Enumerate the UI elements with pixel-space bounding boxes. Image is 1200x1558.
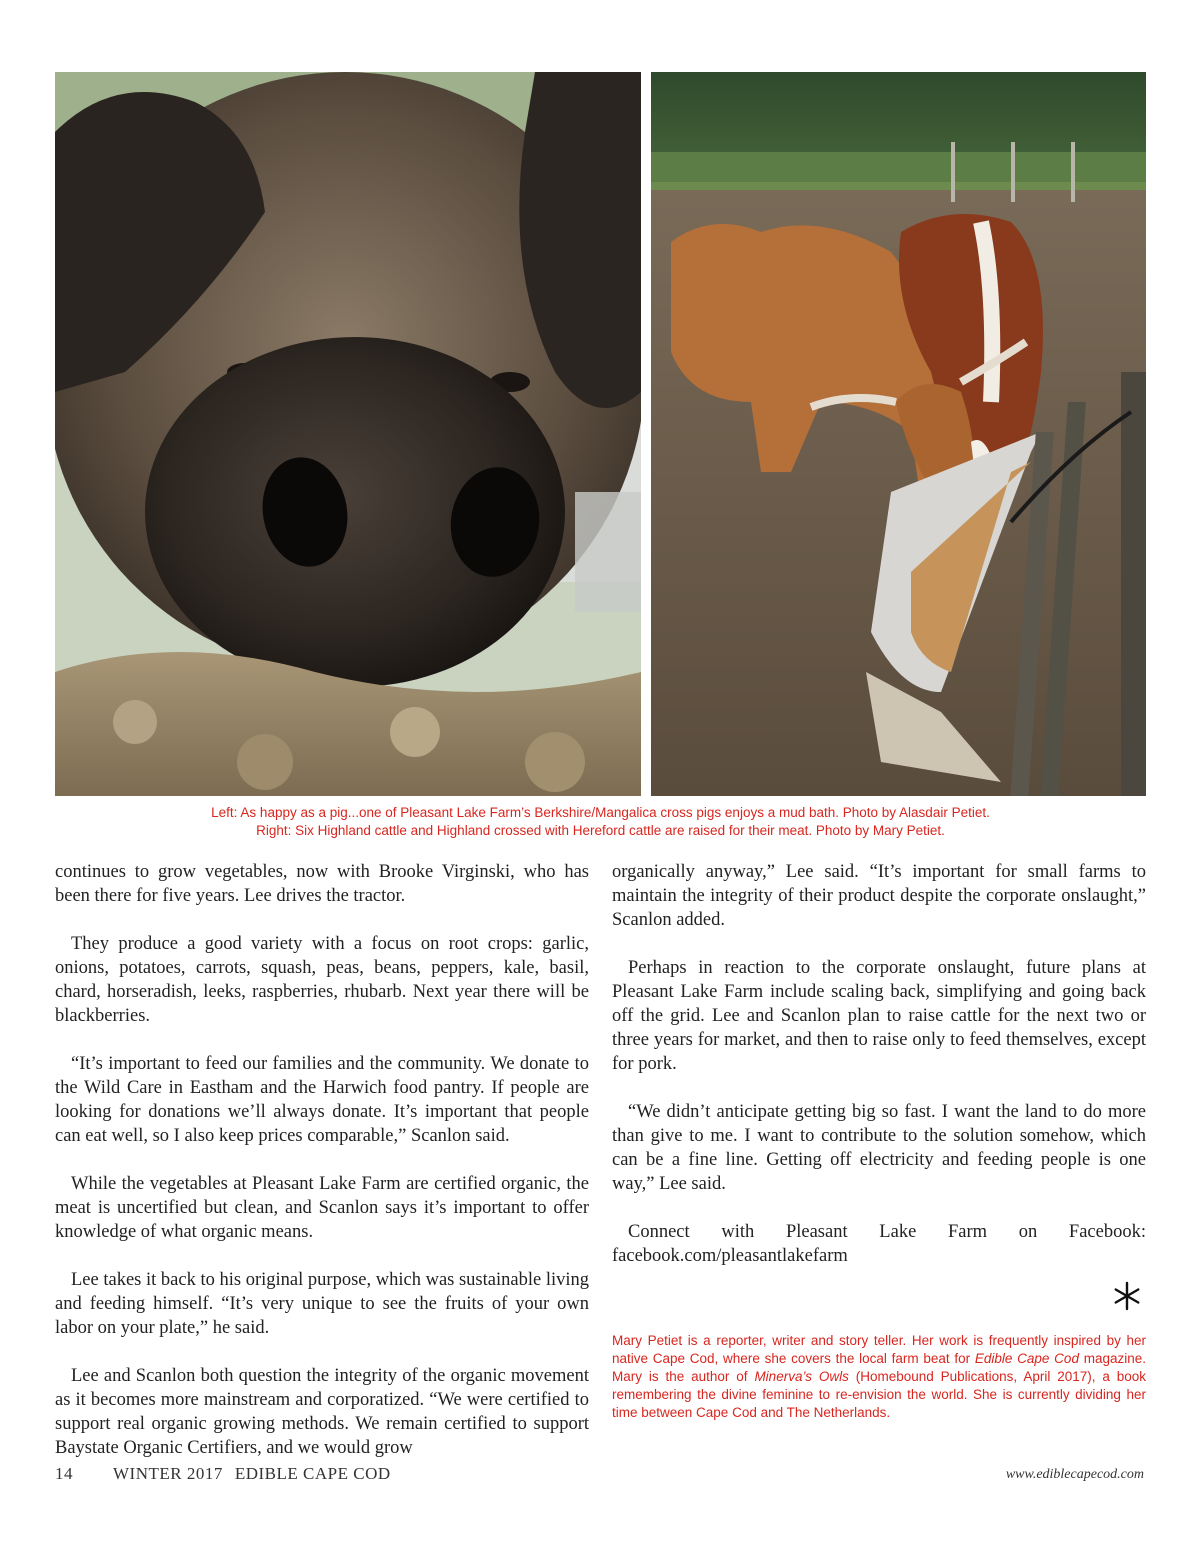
- caption-left: Left: As happy as a pig...one of Pleasant Lake Farm’s Berkshire/Mangalica cross pigs enjoys a mud bath. Photo by Alasdair Petiet.: [211, 805, 990, 820]
- caption-right: Right: Six Highland cattle and Highland crossed with Hereford cattle are raised for their meat. Photo by Mary Petiet.: [256, 823, 945, 838]
- bio-book-title: Minerva’s Owls: [754, 1369, 849, 1384]
- article-column-left: [55, 860, 589, 1484]
- article-paragraph: Perhaps in reaction to the corporate onslaught, future plans at Pleasant Lake Farm include scaling back, simplifying and going back off the grid. Lee and Scanlon plan to raise cattle for the next two or three years for market, and then to raise only to feed themselves, except for pork.: [612, 958, 1146, 1074]
- article-paragraph: “It’s important to feed our families and the community. We donate to the Wild Care in Eastham and the Harwich food pantry. If people are looking for donations we’ll always donate. It’s important that people can eat well, so I also keep prices comparable,” Scanlon said.: [55, 1054, 589, 1146]
- issue-label: WINTER 2017: [113, 1464, 223, 1483]
- bio-magazine-title: Edible Cape Cod: [974, 1351, 1079, 1366]
- bio-text: Mary Petiet is a reporter, writer and story teller. Her work is frequently inspired by her native Cape Cod, where she covers the local farm beat for: [612, 1333, 1146, 1366]
- cattle-photo-illustration: [651, 72, 1146, 796]
- pig-photo-illustration: [55, 72, 641, 796]
- article-column-right: [612, 860, 1146, 1292]
- article-paragraph: Lee and Scanlon both question the integrity of the organic movement as it becomes more mainstream and corporatized. “We were certified to support real organic growing methods. We remain certified to support Baystate Organic Certifiers, and we would grow: [55, 1366, 589, 1458]
- article-paragraph: Lee takes it back to his original purpose, which was sustainable living and feeding himself. “It’s very unique to see the fruits of your own labor on your plate,” he said.: [55, 1270, 589, 1338]
- article-paragraph: While the vegetables at Pleasant Lake Farm are certified organic, the meat is uncertified but clean, and Scanlon says it’s important to offer knowledge of what organic means.: [55, 1174, 589, 1242]
- bio-text: magazine. Mary is the author of: [612, 1351, 1146, 1384]
- publication-name: EDIBLE CAPE COD: [234, 1464, 391, 1483]
- page-number: 14: [55, 1464, 73, 1483]
- article-paragraph: continues to grow vegetables, now with Brooke Virginski, who has been there for five years. Lee drives the tractor.: [55, 862, 589, 906]
- pig-photo: [55, 72, 641, 796]
- article-paragraph: They produce a good variety with a focus on root crops: garlic, onions, potatoes, carrots, squash, peas, beans, peppers, kale, basil, chard, horseradish, leeks, raspberries, rhubarb. Next year there will be blackberries.: [55, 934, 589, 1026]
- footer-url: www.ediblecapecod.com: [1005, 1467, 1144, 1482]
- article-paragraph: organically anyway,” Lee said. “It’s important for small farms to maintain the integrity of their product despite the corporate onslaught,” Scanlon added.: [612, 862, 1146, 930]
- photo-caption: [55, 804, 1146, 840]
- author-bio: [612, 1332, 1146, 1422]
- asterisk-end-mark-icon: [1111, 1280, 1143, 1312]
- facebook-link-paragraph: Connect with Pleasant Lake Farm on Facebook: facebook.com/pleasantlakefarm: [612, 1222, 1146, 1266]
- page-footer: [55, 1464, 431, 1484]
- cattle-photo: [651, 72, 1146, 796]
- bio-text: (Homebound Publications, April 2017), a book remembering the divine feminine to re-envision the world. She is currently dividing her time between Cape Cod and The Netherlands.: [612, 1369, 1147, 1420]
- article-paragraph: “We didn’t anticipate getting big so fast. I want the land to do more than give to me. I want to contribute to the solution somehow, which can be a fine line. Getting off electricity and feeding people is one way,” Lee said.: [612, 1102, 1146, 1194]
